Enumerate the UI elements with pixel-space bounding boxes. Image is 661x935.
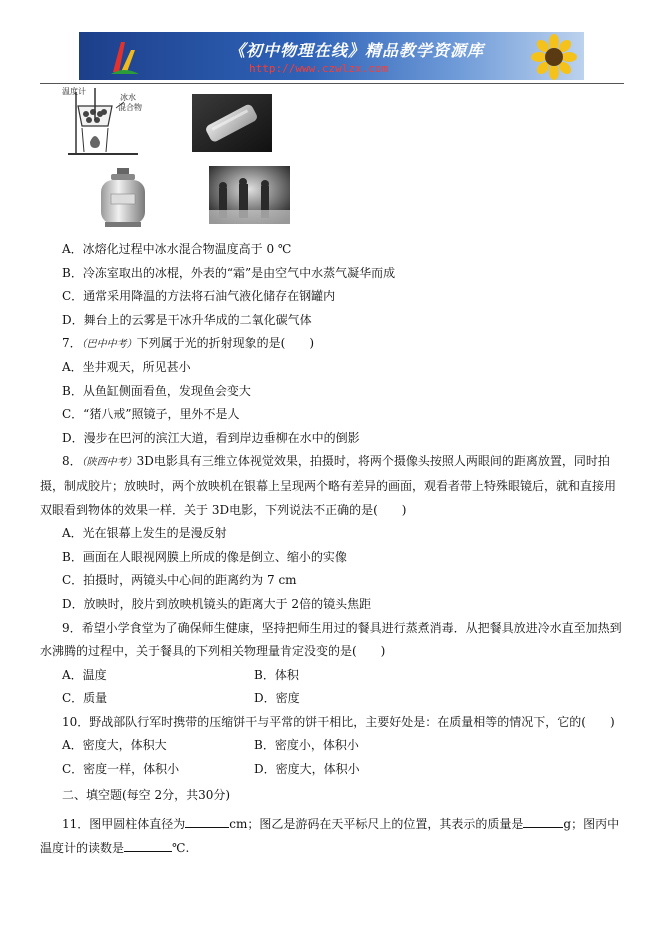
question-content (40, 238, 624, 860)
q8-source: （陕西中考） (81, 457, 137, 469)
header-banner (79, 32, 584, 80)
q11-blank-3[interactable] (124, 837, 172, 852)
q11-unit3: ℃. (172, 840, 190, 855)
q10-option-a: A．密度大，体积大 (62, 738, 167, 753)
stage-fog-photo (209, 166, 290, 224)
q9-option-c: C．质量 (62, 691, 108, 706)
popsicle-photo (192, 94, 272, 152)
q7-stem (40, 332, 624, 356)
section2-heading: 二、填空题(每空 2分，共30分) (62, 787, 231, 802)
q9-option-b: B．体积 (254, 667, 299, 682)
header-rule (40, 83, 624, 84)
q8-stem (40, 450, 624, 522)
mixture-label-line1: 冰水 (120, 93, 136, 102)
q6-option-c: C．通常采用降温的方法将石油气液化储存在钢罐内 (62, 289, 336, 304)
sunflower-icon (530, 34, 578, 80)
q11-blank-1[interactable] (185, 813, 229, 828)
q10-option-b: B．密度小，体积小 (254, 738, 359, 753)
logo-icon (107, 36, 141, 76)
q7-source: （巴中中考） (81, 339, 137, 351)
q7-option-d: D．漫步在巴河的滨江大道，看到岸边垂柳在水中的倒影 (62, 430, 360, 445)
thermometer-label: 温度计 (62, 87, 86, 96)
q10-option-c: C．密度一样，体积小 (62, 762, 180, 777)
q6-option-a: A．冰熔化过程中冰水混合物温度高于 0 ℃ (62, 242, 292, 256)
q9-stem: 9．希望小学食堂为了确保师生健康，坚持把师生用过的餐具进行蒸煮消毒．从把餐具放进冷水直至加热到水沸腾的过程中，关于餐具的下列相关物理量肯定没变的是( ) (40, 620, 622, 659)
q10-options-row2 (40, 758, 624, 782)
banner-title: 《初中物理在线》精品教学资源库 (229, 41, 485, 60)
q9-options-row2 (40, 687, 624, 711)
q7-option-a: A．坐井观天，所见甚小 (62, 359, 191, 374)
q8-number: 8． (62, 454, 82, 469)
q11-unit1: cm；图乙是游码在天平标尺上的位置，其表示的质量是 (229, 817, 524, 832)
q11-blank-2[interactable] (523, 813, 563, 828)
q7-number: 7． (62, 336, 82, 351)
q6-option-d: D．舞台上的云雾是干冰升华成的二氧化碳气体 (62, 312, 312, 327)
q7-option-c: C．“猪八戒”照镜子，里外不是人 (62, 407, 240, 422)
q7-stem-text: 下列属于光的折射现象的是( ) (136, 336, 315, 351)
q11-part1: 11．图甲圆柱体直径为 (62, 817, 186, 832)
q8-option-d: D．放映时，胶片到放映机镜头的距离大于 2倍的镜头焦距 (62, 596, 372, 611)
q10-option-d: D．密度大，体积小 (254, 762, 360, 777)
q9-option-d: D．密度 (254, 691, 300, 706)
q7-option-b: B．从鱼缸侧面看鱼，发现鱼会变大 (62, 383, 251, 398)
mixture-label-line2: 混合物 (118, 103, 142, 112)
q10-stem: 10．野战部队行军时携带的压缩饼干与平常的饼干相比，主要好处是：在质量相等的情况下，它的( ) (62, 714, 615, 729)
q8-stem-text: 3D电影具有三维立体视觉效果，拍摄时，将两个摄像头按照人两眼间的距离放置，同时拍摄，制成胶片；放映时，两个放映机在银幕上呈现两个略有差异的画面，观看者带上特殊眼镜后，就和直接用双眼看到物体的效果一样．关于 3D电影，下列说法不正确的是( ) (40, 454, 617, 517)
q8-option-b: B．画面在人眼视网膜上所成的像是倒立、缩小的实像 (62, 549, 347, 564)
q8-option-c: C．拍摄时，两镜头中心间的距离约为 7 cm (62, 573, 297, 588)
q9-options-row1 (40, 664, 624, 688)
q11-stem (40, 813, 624, 860)
q11-unit2: g；图丙中温度计的读数是 (40, 817, 620, 855)
q9-option-a: A．温度 (62, 667, 107, 682)
q6-option-b: B．冷冻室取出的冰棍，外表的“霜”是由空气中水蒸气凝华而成 (62, 265, 396, 280)
gas-cylinder-photo (97, 166, 149, 228)
q10-options-row1 (40, 734, 624, 758)
q8-option-a: A．光在银幕上发生的是漫反射 (62, 526, 227, 541)
banner-url: http://www.czwlzx.com (249, 62, 389, 75)
